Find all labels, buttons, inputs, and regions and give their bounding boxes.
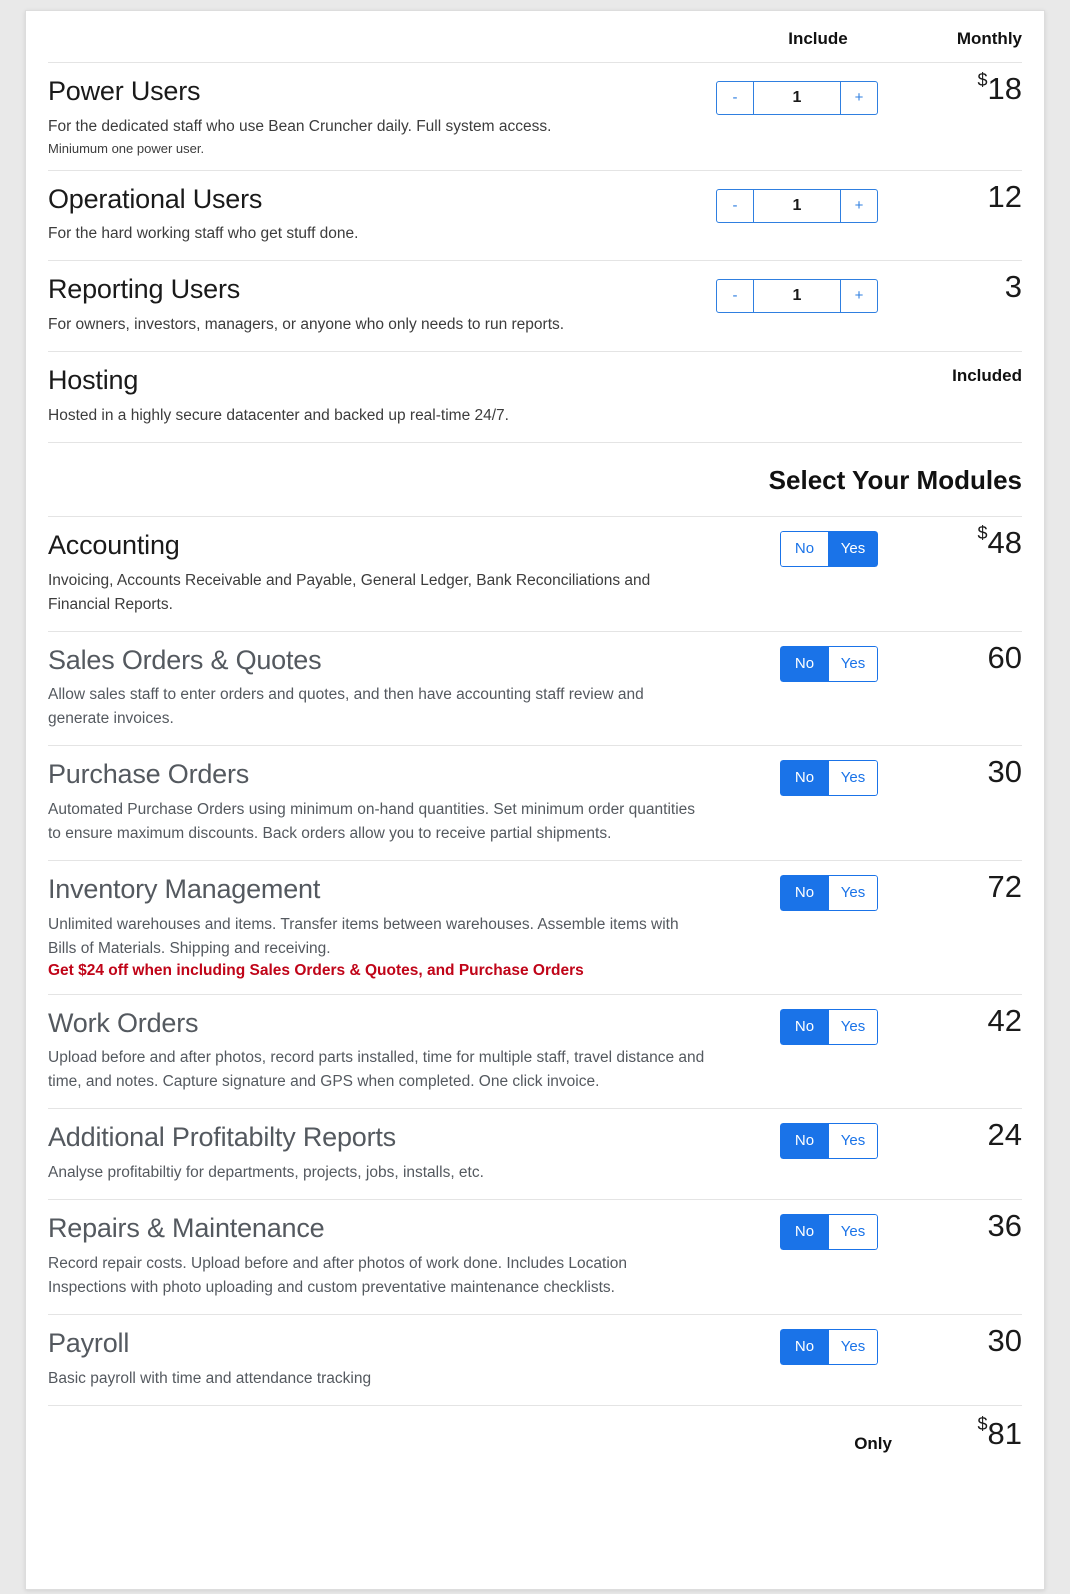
repairs-price xyxy=(988,1208,1022,1244)
row-module-inventory-management xyxy=(48,861,1022,995)
repairs-toggle-no[interactable]: No xyxy=(780,1214,829,1250)
accounting-description: Invoicing, Accounts Receivable and Payable, General Ledger, Bank Reconciliations and Financial Reports. xyxy=(48,571,651,613)
profitability-reports-include-toggle[interactable] xyxy=(780,1123,878,1159)
operational-users-price-value: 12 xyxy=(987,178,1022,214)
purchase-orders-toggle-yes[interactable]: Yes xyxy=(829,760,878,796)
repairs-include-toggle[interactable] xyxy=(780,1214,878,1250)
purchase-orders-description: Automated Purchase Orders using minimum on-hand quantities. Set minimum order quantities to ensure maximum discounts. Back orders allow you to receive partial shipments. xyxy=(48,800,696,842)
hosting-title: Hosting xyxy=(48,365,139,396)
purchase-orders-price-value: 30 xyxy=(987,754,1022,790)
operational-users-description: For the hard working staff who get stuff done. xyxy=(48,225,359,243)
total-currency: $ xyxy=(977,1414,988,1435)
accounting-toggle-no[interactable]: No xyxy=(780,531,829,567)
reporting-users-decrement-button[interactable]: - xyxy=(716,279,754,313)
inventory-price-value: 72 xyxy=(987,868,1022,904)
reporting-users-price-value: 3 xyxy=(1004,269,1022,305)
work-orders-title: Work Orders xyxy=(48,1007,199,1038)
column-header-row xyxy=(48,11,1022,63)
profitability-reports-toggle-yes[interactable]: Yes xyxy=(829,1123,878,1159)
sales-orders-toggle-no[interactable]: No xyxy=(780,646,829,682)
operational-users-price xyxy=(988,179,1022,215)
payroll-include-toggle[interactable] xyxy=(780,1329,878,1365)
inventory-include-toggle[interactable] xyxy=(780,875,878,911)
power-users-quantity-stepper[interactable] xyxy=(716,81,878,115)
operational-users-increment-button[interactable]: + xyxy=(840,189,878,223)
repairs-description: Record repair costs. Upload before and after photos of work done. Includes Location Inspections with photo uploading and custom preventative maintenance checklists. xyxy=(48,1254,628,1296)
work-orders-include-toggle[interactable] xyxy=(780,1009,878,1045)
power-users-price-value: 18 xyxy=(987,71,1022,106)
sales-orders-price-value: 60 xyxy=(987,639,1022,675)
reporting-users-quantity-stepper[interactable] xyxy=(716,279,878,313)
row-module-additional-profitability-reports xyxy=(48,1109,1022,1200)
profitability-reports-price-value: 24 xyxy=(987,1117,1022,1153)
work-orders-description: Upload before and after photos, record parts installed, time for multiple staff, travel distance and time, and notes. Capture signature and GPS when completed. One click invoice. xyxy=(48,1049,705,1091)
total-price-value: 81 xyxy=(987,1415,1022,1451)
payroll-toggle-no[interactable]: No xyxy=(780,1329,829,1365)
row-module-repairs-maintenance xyxy=(48,1200,1022,1315)
inventory-price xyxy=(988,869,1022,905)
operational-users-quantity-input[interactable]: 1 xyxy=(754,189,840,223)
purchase-orders-price xyxy=(988,754,1022,790)
sales-orders-description: Allow sales staff to enter orders and quotes, and then have accounting staff review and generate invoices. xyxy=(48,686,644,728)
purchase-orders-include-toggle[interactable] xyxy=(780,760,878,796)
accounting-currency: $ xyxy=(977,523,988,544)
monthly-column-header: Monthly xyxy=(956,29,1022,48)
operational-users-quantity-stepper[interactable] xyxy=(716,189,878,223)
total-row xyxy=(48,1406,1022,1476)
row-operational-users xyxy=(48,171,1022,262)
power-users-decrement-button[interactable]: - xyxy=(716,81,754,115)
accounting-toggle-yes[interactable]: Yes xyxy=(829,531,878,567)
repairs-price-value: 36 xyxy=(987,1208,1022,1244)
row-module-purchase-orders xyxy=(48,746,1022,861)
inventory-toggle-yes[interactable]: Yes xyxy=(829,875,878,911)
row-hosting xyxy=(48,352,1022,443)
power-users-price xyxy=(978,71,1023,107)
work-orders-price xyxy=(988,1003,1022,1039)
accounting-title: Accounting xyxy=(48,529,180,560)
modules-section-header xyxy=(48,443,1022,517)
reporting-users-description: For owners, investors, managers, or anyone who only needs to run reports. xyxy=(48,316,565,334)
operational-users-decrement-button[interactable]: - xyxy=(716,189,754,223)
profitability-reports-title: Additional Profitabilty Reports xyxy=(48,1122,396,1153)
sales-orders-title: Sales Orders & Quotes xyxy=(48,644,322,675)
repairs-title: Repairs & Maintenance xyxy=(48,1213,325,1244)
hosting-included-badge: Included xyxy=(952,366,1022,386)
repairs-toggle-yes[interactable]: Yes xyxy=(829,1214,878,1250)
power-users-increment-button[interactable]: + xyxy=(840,81,878,115)
power-users-title: Power Users xyxy=(48,76,201,106)
hosting-description: Hosted in a highly secure datacenter and backed up real-time 24/7. xyxy=(48,406,509,424)
row-module-payroll xyxy=(48,1315,1022,1406)
accounting-price-value: 48 xyxy=(987,524,1022,560)
profitability-reports-toggle-no[interactable]: No xyxy=(780,1123,829,1159)
modules-section-title: Select Your Modules xyxy=(768,464,1022,495)
pricing-card xyxy=(25,10,1045,1590)
inventory-description: Unlimited warehouses and items. Transfer items between warehouses. Assemble items with Bills of Materials. Shipping and receiving. xyxy=(48,915,679,957)
inventory-title: Inventory Management xyxy=(48,873,321,904)
total-price xyxy=(978,1416,1023,1452)
inventory-toggle-no[interactable]: No xyxy=(780,875,829,911)
power-users-quantity-input[interactable]: 1 xyxy=(754,81,840,115)
purchase-orders-title: Purchase Orders xyxy=(48,759,250,790)
payroll-price xyxy=(988,1323,1022,1359)
operational-users-title: Operational Users xyxy=(48,183,263,214)
work-orders-toggle-yes[interactable]: Yes xyxy=(829,1009,878,1045)
reporting-users-title: Reporting Users xyxy=(48,274,241,305)
row-module-accounting xyxy=(48,517,1022,632)
sales-orders-include-toggle[interactable] xyxy=(780,646,878,682)
work-orders-toggle-no[interactable]: No xyxy=(780,1009,829,1045)
reporting-users-quantity-input[interactable]: 1 xyxy=(754,279,840,313)
accounting-price xyxy=(978,525,1023,561)
row-module-sales-orders-quotes xyxy=(48,632,1022,747)
row-module-work-orders xyxy=(48,995,1022,1110)
power-users-description: For the dedicated staff who use Bean Cruncher daily. Full system access. xyxy=(48,117,552,135)
reporting-users-increment-button[interactable]: + xyxy=(840,279,878,313)
accounting-include-toggle[interactable] xyxy=(780,531,878,567)
payroll-price-value: 30 xyxy=(987,1322,1022,1358)
total-label: Only xyxy=(854,1433,892,1453)
sales-orders-price xyxy=(988,640,1022,676)
reporting-users-price xyxy=(1005,269,1022,305)
work-orders-price-value: 42 xyxy=(987,1002,1022,1038)
profitability-reports-description: Analyse profitabiltiy for departments, projects, jobs, installs, etc. xyxy=(48,1164,484,1182)
include-column-header: Include xyxy=(788,29,848,48)
row-reporting-users xyxy=(48,261,1022,352)
payroll-title: Payroll xyxy=(48,1327,130,1358)
sales-orders-toggle-yes[interactable]: Yes xyxy=(829,646,878,682)
payroll-toggle-yes[interactable]: Yes xyxy=(829,1329,878,1365)
inventory-promo-text: Get $24 off when including Sales Orders & Quotes, and Purchase Orders xyxy=(48,961,584,979)
power-users-currency: $ xyxy=(977,69,988,90)
payroll-description: Basic payroll with time and attendance tracking xyxy=(48,1369,372,1387)
profitability-reports-price xyxy=(988,1117,1022,1153)
purchase-orders-toggle-no[interactable]: No xyxy=(780,760,829,796)
power-users-note: Miniumum one power user. xyxy=(48,140,205,156)
row-power-users xyxy=(48,63,1022,171)
